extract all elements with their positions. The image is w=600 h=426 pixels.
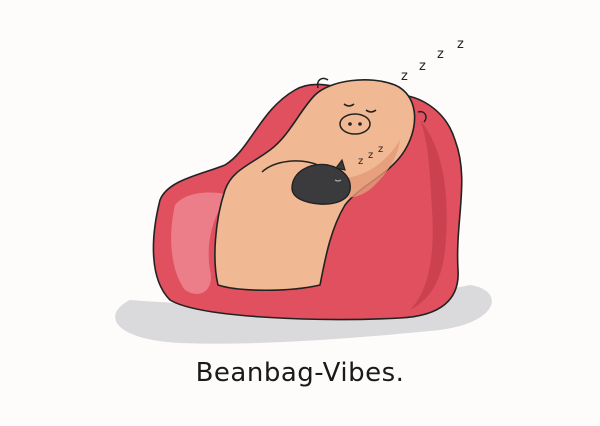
snore-z: z bbox=[358, 156, 364, 167]
cat-shape bbox=[292, 164, 350, 204]
pig-nostril-right bbox=[358, 122, 362, 126]
pig-nostril-left bbox=[348, 122, 352, 126]
snore-z: z bbox=[437, 47, 444, 62]
caption: Beanbag-Vibes. bbox=[195, 358, 405, 388]
snore-big bbox=[401, 37, 464, 84]
snore-z: z bbox=[401, 69, 408, 84]
snore-z: z bbox=[419, 59, 426, 74]
snore-z: z bbox=[368, 150, 374, 161]
snore-z: z bbox=[457, 37, 464, 52]
snore-z: z bbox=[378, 144, 384, 155]
pig-snout bbox=[340, 114, 370, 134]
